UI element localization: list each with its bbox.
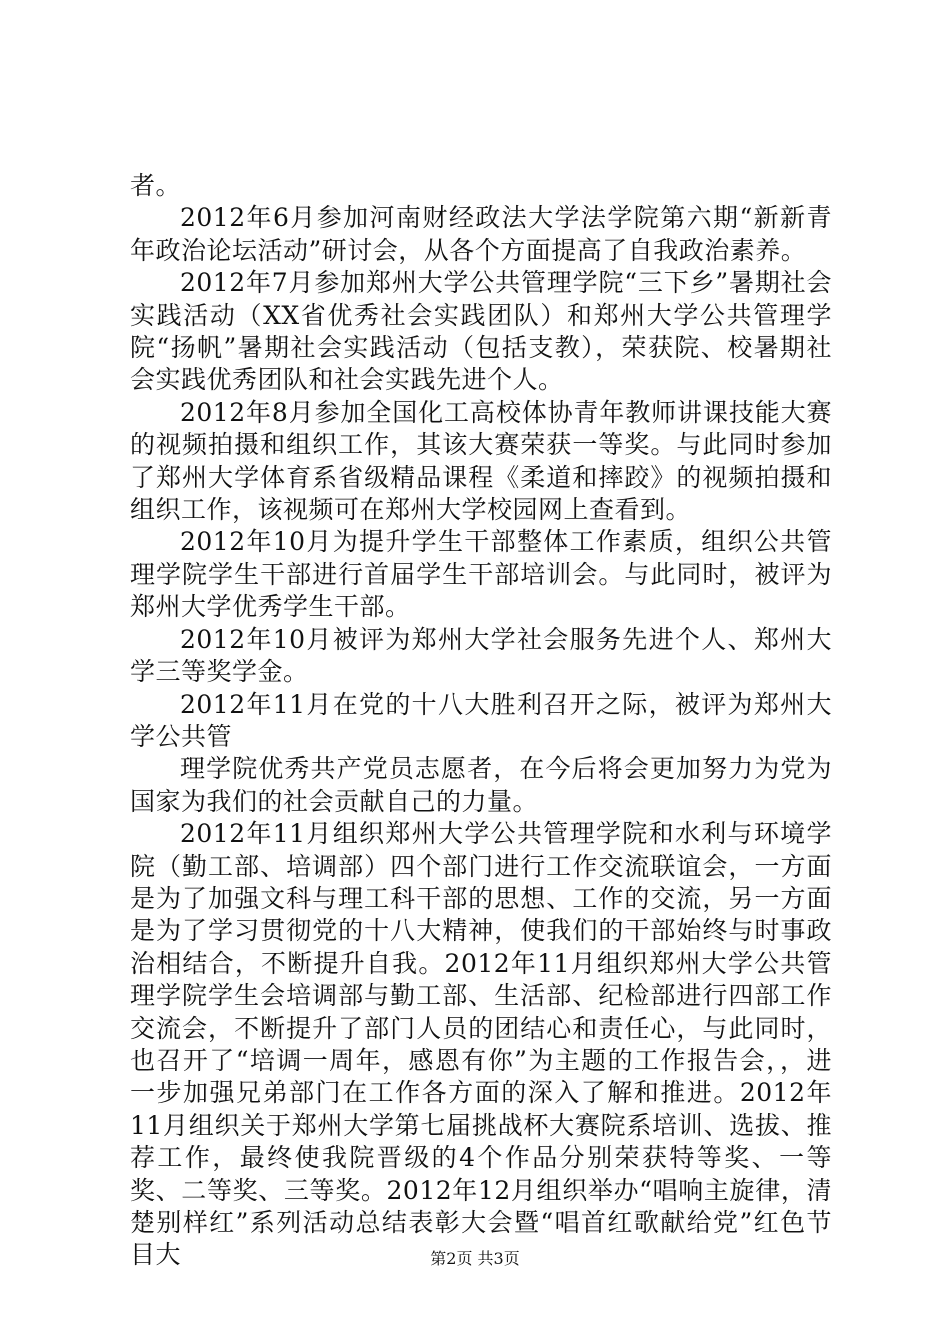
paragraph-october-award: 2012年10月被评为郑州大学社会服务先进个人、郑州大学三等奖学金。	[130, 624, 832, 687]
paragraph-july-practice: 2012年7月参加郑州大学公共管理学院“三下乡”暑期社会实践活动（XX省优秀社会实践团队）和郑州大学公共管理学院“扬帆”暑期社会实践活动（包括支教），荣获院、校暑期社会实践优秀团队和社会实践先进个人。	[130, 268, 832, 395]
paragraph-november-volunteer: 2012年11月在党的十八大胜利召开之际，被评为郑州大学公共管	[130, 689, 832, 751]
document-body	[130, 170, 832, 1272]
page-footer: 第2页 共3页	[430, 1249, 520, 1268]
paragraph-november-volunteer-cont: 理学院优秀共产党员志愿者，在今后将会更加努力为党为国家为我们的社会贡献自己的力量。	[130, 754, 832, 816]
paragraph-november-exchange: 2012年11月组织郑州大学公共管理学院和水利与环境学院（勤工部、培调部）四个部门进行工作交流联谊会，一方面是为了加强文科与理工科干部的思想、工作的交流，另一方面是为了学习贯彻党的十八大精神，使我们的干部始终与时事政治相结合，不断提升自我。2012年11月组织郑州大学公共管理学院学生会培调部与勤工部、生活部、纪检部进行四部工作交流会，不断提升了部门人员的团结心和责任心，与此同时，也召开了“培调一周年，感恩有你”为主题的工作报告会，，进一步加强兄弟部门在工作各方面的深入了解和推进。2012年11月组织关于郑州大学第七届挑战杯大赛院系培训、选拔、推荐工作，最终使我院晋级的4个作品分别荣获特等奖、一等奖、二等奖、三等奖。2012年12月组织举办“唱响主旋律，清楚别样红”系列活动总结表彰大会暨“唱首红歌献给党”红色节目大	[130, 819, 832, 1270]
paragraph-continuation: 者。	[130, 171, 182, 200]
paragraph-august-video: 2012年8月参加全国化工高校体协青年教师讲课技能大赛的视频拍摄和组织工作，其该大赛荣获一等奖。与此同时参加了郑州大学体育系省级精品课程《柔道和摔跤》的视频拍摄和组织工作，该视频可在郑州大学校园网上查看到。	[130, 397, 832, 525]
paragraph-june-forum: 2012年6月参加河南财经政法大学法学院第六期“新新青年政治论坛活动”研讨会，从各个方面提高了自我政治素养。	[130, 203, 832, 265]
paragraph-october-training: 2012年10月为提升学生干部整体工作素质，组织公共管理学院学生干部进行首届学生干部培训会。与此同时，被评为郑州大学优秀学生干部。	[130, 527, 832, 622]
